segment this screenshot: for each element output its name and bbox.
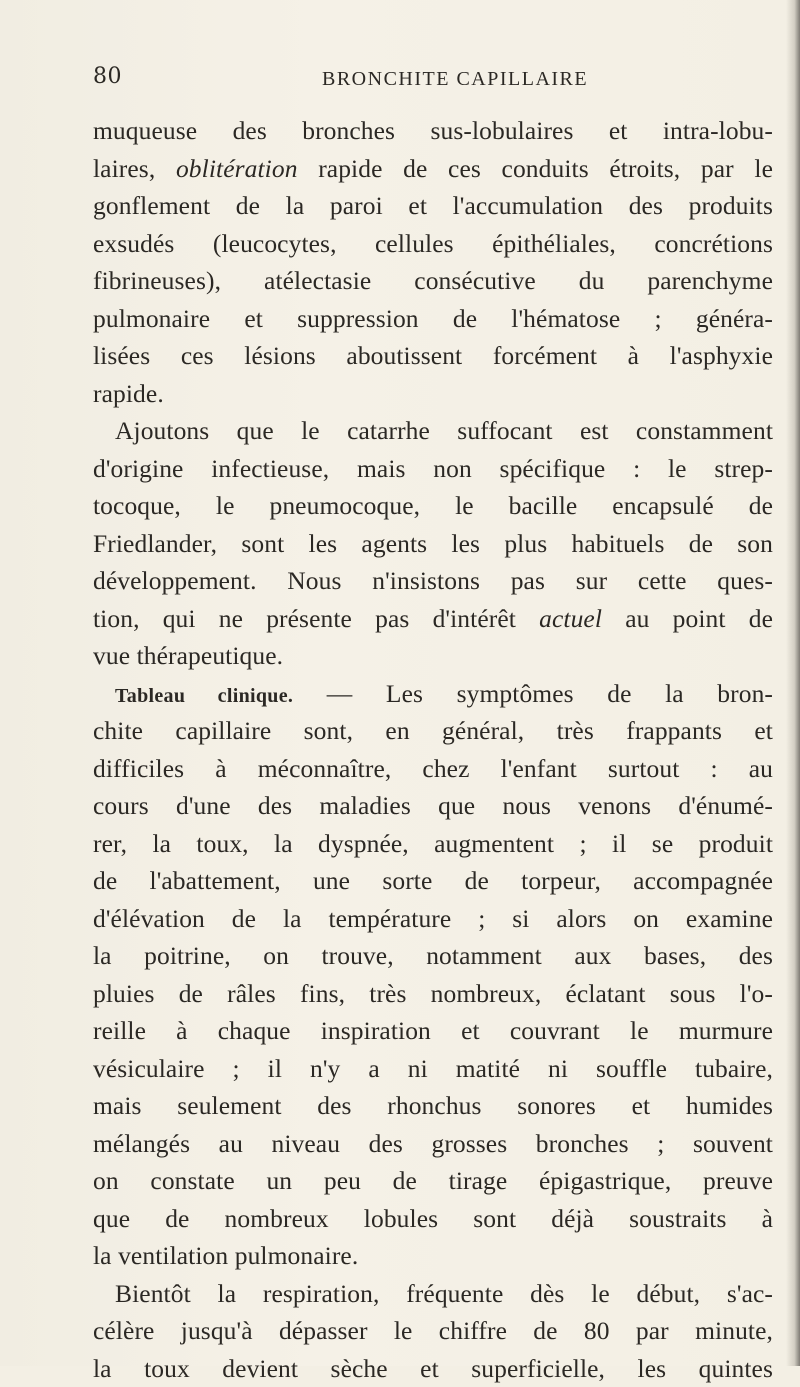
page-edge-shadow — [786, 0, 800, 1366]
text-line: fibrineuses), atélectasie consécutive du parenchyme — [93, 262, 773, 300]
text-line: rer, la toux, la dyspnée, augmentent ; il se produit — [93, 825, 773, 863]
section-heading: Tableau clinique. — [115, 685, 293, 707]
text-line: on constate un peu de tirage épigastrique, preuve — [93, 1162, 773, 1200]
text-line: pluies de râles fins, très nombreux, éclatant sous l'o- — [93, 975, 773, 1013]
text-run: laires, — [93, 154, 176, 183]
text-line: pulmonaire et suppression de l'hématose ; généra- — [93, 300, 773, 338]
text-line: vue thérapeutique. — [93, 637, 773, 675]
text-line: reille à chaque inspiration et couvrant le murmure — [93, 1012, 773, 1050]
text-line: difficiles à méconnaître, chez l'enfant surtout : au — [93, 750, 773, 788]
text-run: au point de — [602, 604, 773, 633]
text-line: tocoque, le pneumocoque, le bacille encapsulé de — [93, 487, 773, 525]
text-line: gonflement de la paroi et l'accumulation des produits — [93, 187, 773, 225]
italic-term: oblitération — [176, 154, 298, 183]
text-line: vésiculaire ; il n'y a ni matité ni souffle tubaire, — [93, 1050, 773, 1088]
text-line: d'élévation de la température ; si alors on examine — [93, 900, 773, 938]
text-line: célère jusqu'à dépasser le chiffre de 80 par minute, — [93, 1312, 773, 1350]
page-number: 80 — [93, 64, 122, 89]
text-line: d'origine infectieuse, mais non spécifique : le strep- — [93, 450, 773, 488]
text-line: mais seulement des rhonchus sonores et humides — [93, 1087, 773, 1125]
paragraph-start-line: Ajoutons que le catarrhe suffocant est constamment — [93, 412, 773, 450]
text-line: cours d'une des maladies que nous venons d'énumé- — [93, 787, 773, 825]
text-line — [93, 600, 773, 638]
italic-term: actuel — [539, 604, 602, 633]
text-line: lisées ces lésions aboutissent forcément à l'asphyxie — [93, 337, 773, 375]
text-line: la toux devient sèche et superficielle, les quintes — [93, 1350, 773, 1387]
text-line: chite capillaire sont, en général, très frappants et — [93, 712, 773, 750]
body-text — [93, 112, 773, 1387]
page-header — [0, 64, 800, 98]
text-line: exsudés (leucocytes, cellules épithéliales, concrétions — [93, 225, 773, 263]
text-line: mélangés au niveau des grosses bronches ; souvent — [93, 1125, 773, 1163]
text-line: la ventilation pulmonaire. — [93, 1237, 773, 1275]
text-line: muqueuse des bronches sus-lobulaires et intra-lobu- — [93, 112, 773, 150]
running-title: BRONCHITE CAPILLAIRE — [322, 68, 588, 91]
text-run: tion, qui ne présente pas d'intérêt — [93, 604, 539, 633]
section-heading-line — [93, 675, 773, 713]
text-line: Friedlander, sont les agents les plus habituels de son — [93, 525, 773, 563]
text-run: rapide de ces conduits étroits, par le — [298, 154, 773, 183]
text-line — [93, 150, 773, 188]
text-line: la poitrine, on trouve, notamment aux bases, des — [93, 937, 773, 975]
text-run: — Les symptômes de la bron- — [293, 679, 773, 708]
text-line: que de nombreux lobules sont déjà soustraits à — [93, 1200, 773, 1238]
text-line: rapide. — [93, 375, 773, 413]
text-line: de l'abattement, une sorte de torpeur, accompagnée — [93, 862, 773, 900]
paragraph-start-line: Bientôt la respiration, fréquente dès le début, s'ac- — [93, 1275, 773, 1313]
text-line: développement. Nous n'insistons pas sur cette ques- — [93, 562, 773, 600]
